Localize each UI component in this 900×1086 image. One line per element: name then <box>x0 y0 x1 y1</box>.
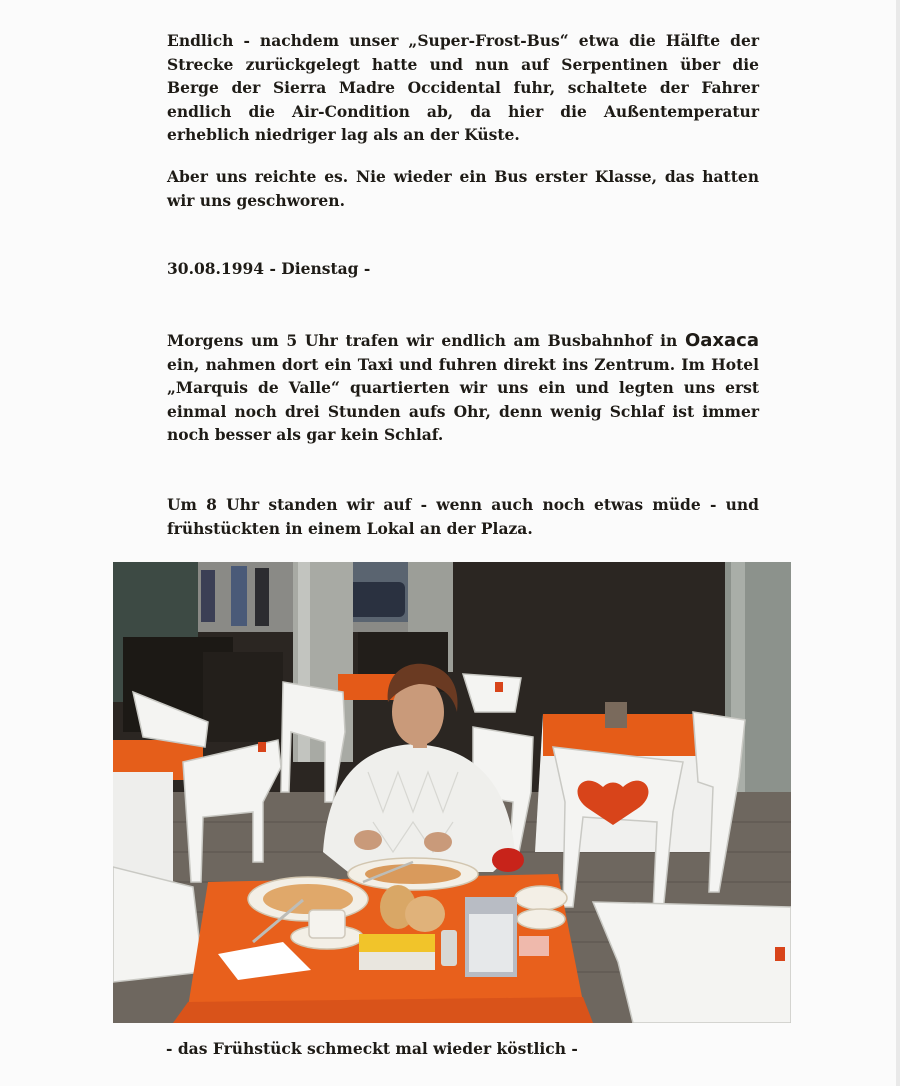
paragraph-breakfast: Um 8 Uhr standen wir auf - wenn auch noch etwas müde - und frühstückten in einem Lokal an der Plaza. <box>167 495 759 538</box>
arrival-text-start: Morgens um 5 Uhr trafen wir endlich am Busbahnhof in <box>167 331 685 350</box>
city-name: Oaxaca <box>684 330 759 351</box>
paragraph-arrival-oaxaca <box>167 329 759 447</box>
photo-caption: - das Frühstück schmeckt mal wieder köstlich - <box>166 1039 578 1058</box>
page-edge <box>896 0 900 1086</box>
breakfast-photo <box>113 562 791 1023</box>
paragraph-bus-ride: Endlich - nachdem unser „Super-Frost-Bus“ etwa die Hälfte der Strecke zurückgelegt hatte und nun auf Serpentinen über die Berge der Sierra Madre Occidental fuhr, schaltete der Fahrer endlich die Air-Condition ab, da hier die Außentemperatur erheblich niedriger lag als an der Küste. <box>167 31 759 144</box>
paragraph-never-again: Aber uns reichte es. Nie wieder ein Bus erster Klasse, das hatten wir uns geschworen. <box>167 167 759 210</box>
arrival-text-end: ein, nahmen dort ein Taxi und fuhren direkt ins Zentrum. Im Hotel „Marquis de Valle“ quartierten wir uns ein und legten uns erst einmal noch drei Stunden aufs Ohr, denn wenig Schlaf ist immer noch besser als gar kein Schlaf. <box>167 354 759 444</box>
date-heading: 30.08.1994 - Dienstag - <box>167 259 371 278</box>
